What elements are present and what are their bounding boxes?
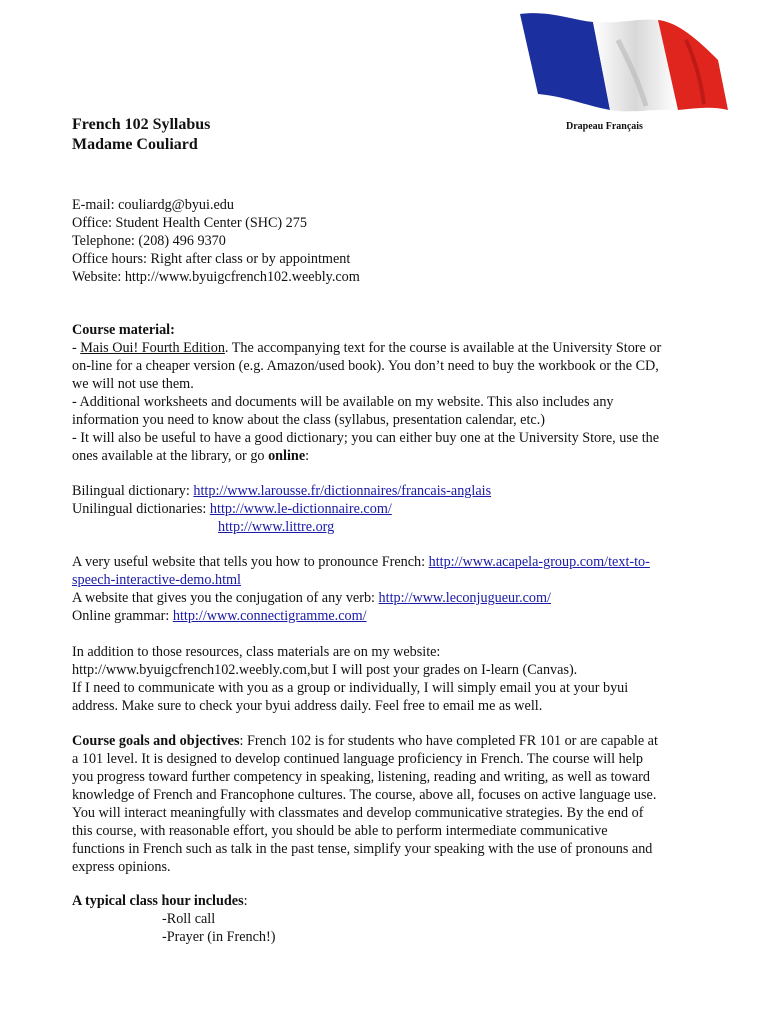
resources-section: In addition to those resources, class materials are on my website: http://www.byuigcfrench102.weebly.com,but I will post your grades on I-learn (Canvas). If I need to communicate with you as a group or individually, I will simply email you at your byui address. Make sure to check your byui address daily. Feel free to email me as well. (72, 644, 629, 714)
contact-office-hours: Office hours: Right after class or by appointment (72, 251, 351, 267)
pronunciation-link[interactable]: http://www.acapela-group.com/text-to- (428, 554, 650, 570)
course-material-item-3: - It will also be useful to have a good dictionary; you can either buy one at the University Store, use the (72, 430, 660, 446)
dictionaries-section: Bilingual dictionary: http://www.larousse.fr/dictionnaires/francais-anglais Unilingual dictionaries: http://www.le-dictionnaire.com/ http://www.littre.org (72, 483, 492, 535)
textbook-title: Mais Oui! Fourth Edition (80, 340, 225, 356)
class-hour-item-prayer: -Prayer (in French!) (162, 929, 276, 945)
class-hour-heading: A typical class hour includes (72, 893, 244, 909)
conjugation-link[interactable]: http://www.leconjugueur.com/ (378, 590, 551, 606)
websites-section: A very useful website that tells you how to pronounce French: http://www.acapela-group.com/text-to- speech-interactive-demo.html A website that gives you the conjugation of any verb: http://www.leconjugueur.com/ Online grammar: http://www.connectigramme.com/ (72, 554, 650, 624)
class-hour-section: A typical class hour includes: -Roll call -Prayer (in French!) (72, 892, 700, 946)
pronunciation-link-continued[interactable]: speech-interactive-demo.html (72, 572, 241, 588)
course-material-item-2: - Additional worksheets and documents will be available on my website. This also includes any (72, 394, 614, 410)
unilingual-dictionary-link-1[interactable]: http://www.le-dictionnaire.com/ (209, 501, 392, 517)
title-course: French 102 Syllabus (72, 116, 211, 133)
contact-email: E-mail: couliardg@byui.edu (72, 197, 234, 213)
course-material-section: Course material: - Mais Oui! Fourth Edition. The accompanying text for the course is available at the University Store or on-line for a cheaper version (e.g. Amazon/used book). You don’t need to buy the workbook or the CD, we will not use them. - Additional worksheets and documents will be available on my website. This also includes any information you need to know about the class (syllabus, presentation calendar, etc.) - It will also be useful to have a good dictionary; you can either buy one at the University Store, use the ones available at the library, or go online: (72, 321, 700, 465)
unilingual-dictionary-link-2[interactable]: http://www.littre.org (218, 519, 335, 535)
course-material-item-1: - Mais Oui! Fourth Edition. The accompanying text for the course is available at the University Store or (72, 340, 662, 356)
grammar-link[interactable]: http://www.connectigramme.com/ (172, 608, 367, 624)
contact-telephone: Telephone: (208) 496 9370 (72, 233, 226, 249)
flag-caption: Drapeau Français (566, 121, 643, 132)
course-goals-section: Course goals and objectives: French 102 is for students who have completed FR 101 or are capable at a 101 level. It is designed to develop continued language proficiency in French. The course will help you progress toward further competency in speaking, listening, reading and writing, as well as toward knowledge of French and Francophone cultures. The course, above all, focuses on active language use. You will interact meaningfully with classmates and develop communicative strategies. By the end of this course, with reasonable effort, you should be able to perform intermediate communicative functions in French such as talk in the past tense, simplify your speaking with the use of pronouns and express opinions. (72, 733, 658, 875)
course-material-heading: Course material: (72, 322, 175, 338)
contact-website: Website: http://www.byuigcfrench102.weebly.com (72, 269, 360, 285)
course-goals-heading: Course goals and objectives (72, 733, 240, 749)
bilingual-dictionary-link[interactable]: http://www.larousse.fr/dictionnaires/francais-anglais (193, 483, 492, 499)
french-flag-image (518, 10, 730, 116)
class-hour-item-roll-call: -Roll call (162, 911, 216, 927)
contact-info (72, 196, 700, 286)
contact-office: Office: Student Health Center (SHC) 275 (72, 215, 307, 231)
document-title (72, 115, 210, 155)
title-instructor: Madame Couliard (72, 136, 198, 153)
